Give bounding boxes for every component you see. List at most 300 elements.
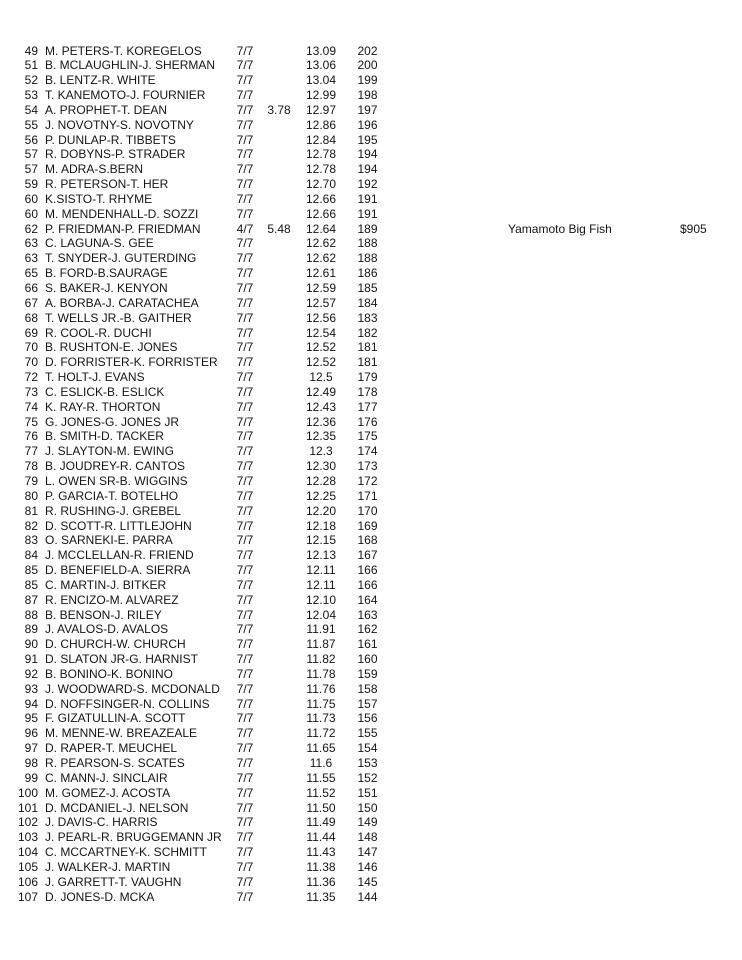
team-cell: B. MCLAUGHLIN-J. SHERMAN: [45, 58, 216, 73]
days-fished-cell: 7/7: [236, 563, 254, 578]
rank-cell: 100: [17, 785, 38, 800]
points-cell: 176: [357, 414, 378, 429]
days-fished-cell: 7/7: [236, 236, 254, 251]
table-row: [0, 415, 742, 430]
rank-cell: 52: [24, 73, 38, 88]
weight-cell: 12.78: [305, 162, 337, 177]
weight-cell: 11.35: [306, 889, 336, 904]
team-cell: J. DAVIS-C. HARRIS: [45, 815, 158, 830]
team-cell: J. AVALOS-D. AVALOS: [45, 622, 169, 637]
weight-cell: 12.66: [305, 191, 337, 206]
team-cell: J. MCCLELLAN-R. FRIEND: [45, 548, 194, 563]
points-cell: 166: [357, 563, 378, 578]
table-row: [0, 801, 742, 816]
days-fished-cell: 7/7: [236, 459, 254, 474]
table-row: [0, 88, 742, 103]
rank-cell: 92: [24, 666, 38, 681]
team-cell: J. NOVOTNY-S. NOVOTNY: [45, 117, 194, 132]
points-cell: 202: [357, 43, 378, 58]
team-cell: R. DOBYNS-P. STRADER: [45, 147, 186, 162]
points-cell: 172: [357, 473, 378, 488]
team-cell: A. PROPHET-T. DEAN: [45, 102, 168, 117]
big-fish-cell: [261, 845, 297, 860]
days-fished-cell: 7/7: [236, 370, 254, 385]
weight-cell: 12.52: [305, 340, 337, 355]
big-fish-cell: [261, 266, 297, 281]
points-cell: 195: [357, 132, 378, 147]
rank-cell: 96: [24, 726, 38, 741]
big-fish-cell: [261, 133, 297, 148]
team-cell: C. MANN-J. SINCLAIR: [45, 770, 168, 785]
rank-cell: 76: [24, 429, 38, 444]
days-fished-cell: 7/7: [236, 310, 254, 325]
days-fished-cell: 7/7: [236, 815, 254, 830]
team-cell: C. MCCARTNEY-K. SCHMITT: [45, 845, 208, 860]
weight-cell: 12.54: [305, 325, 337, 340]
rank-cell: 74: [24, 399, 38, 414]
big-fish-cell: [261, 311, 297, 326]
table-row: [0, 652, 742, 667]
table-row: [0, 637, 742, 652]
table-row: [0, 207, 742, 222]
team-cell: M. GOMEZ-J. ACOSTA: [45, 785, 171, 800]
table-row: [0, 711, 742, 726]
points-cell: 170: [357, 503, 378, 518]
days-fished-cell: 7/7: [236, 147, 254, 162]
big-fish-cell: [261, 474, 297, 489]
big-fish-cell: [261, 415, 297, 430]
rank-cell: 80: [24, 488, 38, 503]
team-cell: D. JONES-D. MCKA: [45, 889, 155, 904]
points-cell: 158: [357, 681, 378, 696]
points-cell: 191: [357, 206, 378, 221]
big-fish-cell: [261, 622, 297, 637]
team-cell: R. RUSHING-J. GREBEL: [45, 503, 182, 518]
team-cell: P. FRIEDMAN-P. FRIEDMAN: [45, 221, 201, 236]
rank-cell: 51: [24, 58, 38, 73]
table-row: [0, 548, 742, 563]
team-cell: R. PEARSON-S. SCATES: [45, 756, 185, 770]
table-row: [0, 236, 742, 251]
days-fished-cell: 7/7: [236, 889, 254, 904]
points-cell: 156: [357, 711, 378, 726]
table-row: [0, 533, 742, 548]
big-fish-cell: [261, 697, 297, 712]
big-fish-cell: [261, 563, 297, 578]
team-cell: K.SISTO-T. RHYME: [45, 191, 153, 206]
weight-cell: 11.78: [306, 666, 336, 681]
days-fished-cell: 7/7: [236, 295, 254, 310]
weight-cell: 12.86: [305, 117, 337, 132]
weight-cell: 11.50: [306, 800, 336, 815]
big-fish-cell: [261, 236, 297, 251]
rank-cell: 57: [24, 147, 38, 162]
points-cell: 145: [357, 874, 378, 889]
team-cell: T. HOLT-J. EVANS: [45, 370, 145, 385]
table-row: [0, 355, 742, 370]
table-row: [0, 726, 742, 741]
team-cell: C. ESLICK-B. ESLICK: [45, 384, 165, 399]
table-row: [0, 563, 742, 578]
days-fished-cell: 7/7: [236, 429, 254, 444]
points-cell: 162: [357, 622, 378, 637]
rank-cell: 66: [24, 281, 38, 295]
weight-cell: 12.64: [305, 221, 337, 236]
points-cell: 175: [357, 429, 378, 444]
team-cell: B. RUSHTON-E. JONES: [45, 340, 178, 355]
points-cell: 144: [357, 889, 378, 904]
big-fish-cell: [261, 682, 297, 697]
team-cell: T. WELLS JR.-B. GAITHER: [45, 310, 192, 325]
big-fish-cell: [261, 281, 297, 296]
points-cell: 151: [357, 785, 378, 800]
weight-cell: 12.20: [305, 503, 337, 518]
table-row: [0, 474, 742, 489]
big-fish-cell: [261, 771, 297, 786]
big-fish-cell: [261, 830, 297, 845]
team-cell: G. JONES-G. JONES JR: [45, 414, 180, 429]
table-row: [0, 459, 742, 474]
big-fish-cell: [261, 637, 297, 652]
weight-cell: 11.49: [306, 815, 336, 830]
team-cell: O. SARNEKI-E. PARRA: [45, 533, 173, 548]
rank-cell: 107: [17, 889, 38, 904]
days-fished-cell: 4/7: [236, 221, 254, 236]
table-row: [0, 340, 742, 355]
points-cell: 196: [357, 117, 378, 132]
big-fish-cell: [261, 192, 297, 207]
days-fished-cell: 7/7: [236, 726, 254, 741]
points-cell: 198: [357, 88, 378, 103]
big-fish-cell: [261, 593, 297, 608]
points-cell: 164: [357, 592, 378, 607]
weight-cell: 12.10: [305, 592, 337, 607]
big-fish-cell: [261, 385, 297, 400]
days-fished-cell: 7/7: [236, 681, 254, 696]
team-cell: B. FORD-B.SAURAGE: [45, 266, 168, 281]
team-cell: J. SLAYTON-M. EWING: [45, 444, 174, 459]
table-row: [0, 118, 742, 133]
table-row: [0, 370, 742, 385]
rank-cell: 69: [24, 325, 38, 340]
weight-cell: 12.3: [309, 444, 333, 459]
weight-cell: 11.75: [306, 696, 336, 711]
points-cell: 182: [357, 325, 378, 340]
points-cell: 177: [357, 399, 378, 414]
big-fish-award-label: Yamamoto Big Fish: [508, 221, 612, 236]
weight-cell: 11.38: [306, 859, 336, 874]
weight-cell: 12.66: [305, 206, 337, 221]
days-fished-cell: 7/7: [236, 399, 254, 414]
weight-cell: 12.62: [305, 251, 337, 266]
days-fished-cell: 7/7: [236, 102, 254, 117]
points-cell: 194: [357, 162, 378, 177]
big-fish-cell: [261, 118, 297, 133]
days-fished-cell: 7/7: [236, 117, 254, 132]
weight-cell: 11.44: [306, 830, 336, 845]
days-fished-cell: 7/7: [236, 607, 254, 622]
days-fished-cell: 7/7: [236, 800, 254, 815]
points-cell: 168: [357, 533, 378, 548]
table-row: [0, 830, 742, 845]
team-cell: C. LAGUNA-S. GEE: [45, 236, 154, 251]
points-cell: 181: [357, 340, 378, 355]
table-row: [0, 860, 742, 875]
table-row: [0, 815, 742, 830]
rank-cell: 75: [24, 414, 38, 429]
table-row: [0, 667, 742, 682]
team-cell: B. JOUDREY-R. CANTOS: [45, 459, 186, 474]
team-cell: L. OWEN SR-B. WIGGINS: [45, 473, 188, 488]
weight-cell: 12.59: [305, 281, 337, 295]
days-fished-cell: 7/7: [236, 384, 254, 399]
big-fish-cell: [261, 741, 297, 756]
team-cell: M. ADRA-S.BERN: [45, 162, 144, 177]
days-fished-cell: 7/7: [236, 206, 254, 221]
big-fish-cell: [261, 578, 297, 593]
rank-cell: 63: [24, 251, 38, 266]
rank-cell: 99: [24, 770, 38, 785]
weight-cell: 12.30: [305, 459, 337, 474]
big-fish-award: [0, 222, 742, 237]
team-cell: D. RAPER-T. MEUCHEL: [45, 741, 178, 756]
rank-cell: 98: [24, 756, 38, 770]
days-fished-cell: 7/7: [236, 132, 254, 147]
weight-cell: 12.36: [305, 414, 337, 429]
team-cell: C. MARTIN-J. BITKER: [45, 577, 167, 592]
team-cell: D. BENEFIELD-A. SIERRA: [45, 563, 191, 578]
days-fished-cell: 7/7: [236, 533, 254, 548]
big-fish-cell: [261, 44, 297, 59]
days-fished-cell: 7/7: [236, 548, 254, 563]
weight-cell: 12.99: [305, 88, 337, 103]
big-fish-cell: [261, 88, 297, 103]
big-fish-cell: [261, 608, 297, 623]
big-fish-cell: [261, 726, 297, 741]
table-row: [0, 845, 742, 860]
days-fished-cell: 7/7: [236, 162, 254, 177]
points-cell: 169: [357, 518, 378, 533]
table-row: [0, 311, 742, 326]
rank-cell: 103: [17, 830, 38, 845]
points-cell: 185: [357, 281, 378, 295]
weight-cell: 12.56: [305, 310, 337, 325]
days-fished-cell: 7/7: [236, 622, 254, 637]
points-cell: 199: [357, 73, 378, 88]
rank-cell: 83: [24, 533, 38, 548]
big-fish-cell: [261, 355, 297, 370]
team-cell: T. KANEMOTO-J. FOURNIER: [45, 88, 206, 103]
rank-cell: 65: [24, 266, 38, 281]
rank-cell: 77: [24, 444, 38, 459]
table-row: [0, 281, 742, 296]
rank-cell: 72: [24, 370, 38, 385]
big-fish-cell: [261, 875, 297, 890]
days-fished-cell: 7/7: [236, 355, 254, 370]
big-fish-cell: [261, 73, 297, 88]
big-fish-cell: [261, 860, 297, 875]
rank-cell: 102: [17, 815, 38, 830]
points-cell: 181: [357, 355, 378, 370]
weight-cell: 11.82: [306, 652, 336, 667]
team-cell: B. BONINO-K. BONINO: [45, 666, 174, 681]
results-rows: [0, 44, 742, 905]
big-fish-cell: [261, 667, 297, 682]
big-fish-cell: [261, 400, 297, 415]
team-cell: J. WOODWARD-S. MCDONALD: [45, 681, 220, 696]
team-cell: D. SLATON JR-G. HARNIST: [45, 652, 198, 667]
team-cell: R. ENCIZO-M. ALVAREZ: [45, 592, 179, 607]
weight-cell: 12.5: [309, 370, 333, 385]
points-cell: 147: [357, 845, 378, 860]
team-cell: D. FORRISTER-K. FORRISTER: [45, 355, 218, 370]
days-fished-cell: 7/7: [236, 73, 254, 88]
weight-cell: 12.57: [305, 295, 337, 310]
table-row: [0, 622, 742, 637]
weight-cell: 12.18: [305, 518, 337, 533]
days-fished-cell: 7/7: [236, 325, 254, 340]
weight-cell: 13.09: [305, 43, 337, 58]
rank-cell: 82: [24, 518, 38, 533]
points-cell: 178: [357, 384, 378, 399]
team-cell: R. COOL-R. DUCHI: [45, 325, 152, 340]
rank-cell: 81: [24, 503, 38, 518]
table-row: [0, 400, 742, 415]
rank-cell: 84: [24, 548, 38, 563]
big-fish-cell: [261, 489, 297, 504]
table-row: [0, 786, 742, 801]
rank-cell: 60: [24, 191, 38, 206]
rank-cell: 85: [24, 563, 38, 578]
weight-cell: 12.97: [305, 102, 337, 117]
rank-cell: 67: [24, 295, 38, 310]
rank-cell: 89: [24, 622, 38, 637]
days-fished-cell: 7/7: [236, 251, 254, 266]
rank-cell: 88: [24, 607, 38, 622]
days-fished-cell: 7/7: [236, 770, 254, 785]
big-fish-cell: [261, 533, 297, 548]
big-fish-cell: [261, 251, 297, 266]
weight-cell: 12.61: [305, 266, 337, 281]
weight-cell: 12.70: [305, 177, 337, 192]
days-fished-cell: 7/7: [236, 191, 254, 206]
points-cell: 184: [357, 295, 378, 310]
weight-cell: 12.13: [305, 548, 337, 563]
weight-cell: 12.25: [305, 488, 337, 503]
weight-cell: 11.6: [309, 756, 333, 770]
team-cell: S. BAKER-J. KENYON: [45, 281, 168, 295]
weight-cell: 11.52: [306, 785, 336, 800]
team-cell: J. GARRETT-T. VAUGHN: [45, 874, 182, 889]
days-fished-cell: 7/7: [236, 592, 254, 607]
days-fished-cell: 7/7: [236, 88, 254, 103]
rank-cell: 79: [24, 473, 38, 488]
rank-cell: 78: [24, 459, 38, 474]
table-row: [0, 608, 742, 623]
days-fished-cell: 7/7: [236, 845, 254, 860]
table-row: [0, 771, 742, 786]
weight-cell: 11.72: [306, 726, 336, 741]
days-fished-cell: 7/7: [236, 637, 254, 652]
rank-cell: 55: [24, 117, 38, 132]
weight-cell: 12.35: [305, 429, 337, 444]
points-cell: 159: [357, 666, 378, 681]
days-fished-cell: 7/7: [236, 577, 254, 592]
big-fish-cell: 5.48: [267, 221, 291, 236]
rank-cell: 91: [24, 652, 38, 667]
rank-cell: 59: [24, 177, 38, 192]
table-row: [0, 444, 742, 459]
points-cell: 200: [357, 58, 378, 73]
big-fish-cell: [261, 207, 297, 222]
days-fished-cell: 7/7: [236, 444, 254, 459]
table-row: [0, 697, 742, 712]
rank-cell: 85: [24, 577, 38, 592]
rank-cell: 87: [24, 592, 38, 607]
points-cell: 188: [357, 236, 378, 251]
team-cell: P. GARCIA-T. BOTELHO: [45, 488, 179, 503]
weight-cell: 12.49: [305, 384, 337, 399]
team-cell: B. BENSON-J. RILEY: [45, 607, 162, 622]
table-row: [0, 429, 742, 444]
big-fish-cell: [261, 370, 297, 385]
days-fished-cell: 7/7: [236, 874, 254, 889]
weight-cell: 12.78: [305, 147, 337, 162]
days-fished-cell: 7/7: [236, 281, 254, 295]
rank-cell: 101: [17, 800, 38, 815]
rank-cell: 93: [24, 681, 38, 696]
rank-cell: 57: [24, 162, 38, 177]
table-row: [0, 251, 742, 266]
big-fish-cell: [261, 296, 297, 311]
days-fished-cell: 7/7: [236, 518, 254, 533]
days-fished-cell: 7/7: [236, 666, 254, 681]
days-fished-cell: 7/7: [236, 340, 254, 355]
big-fish-cell: [261, 459, 297, 474]
rank-cell: 97: [24, 741, 38, 756]
points-cell: 166: [357, 577, 378, 592]
rank-cell: 54: [24, 102, 38, 117]
days-fished-cell: 7/7: [236, 711, 254, 726]
big-fish-cell: [261, 504, 297, 519]
big-fish-cell: 3.78: [267, 102, 291, 117]
rank-cell: 62: [24, 221, 38, 236]
weight-cell: 11.87: [306, 637, 336, 652]
big-fish-cell: [261, 326, 297, 341]
rank-cell: 94: [24, 696, 38, 711]
points-cell: 189: [357, 221, 378, 236]
rank-cell: 49: [24, 43, 38, 58]
points-cell: 186: [357, 266, 378, 281]
table-row: [0, 58, 742, 73]
weight-cell: 11.91: [306, 622, 336, 637]
points-cell: 146: [357, 859, 378, 874]
weight-cell: 11.36: [306, 874, 336, 889]
team-cell: M. PETERS-T. KOREGELOS: [45, 43, 202, 58]
weight-cell: 11.55: [306, 770, 336, 785]
big-fish-cell: [261, 786, 297, 801]
points-cell: 194: [357, 147, 378, 162]
table-row: [0, 741, 742, 756]
rank-cell: 70: [24, 355, 38, 370]
weight-cell: 11.43: [306, 845, 336, 860]
team-cell: J. PEARL-R. BRUGGEMANN JR: [45, 830, 222, 845]
table-row: [0, 177, 742, 192]
points-cell: 148: [357, 830, 378, 845]
big-fish-cell: [261, 519, 297, 534]
points-cell: 188: [357, 251, 378, 266]
points-cell: 150: [357, 800, 378, 815]
